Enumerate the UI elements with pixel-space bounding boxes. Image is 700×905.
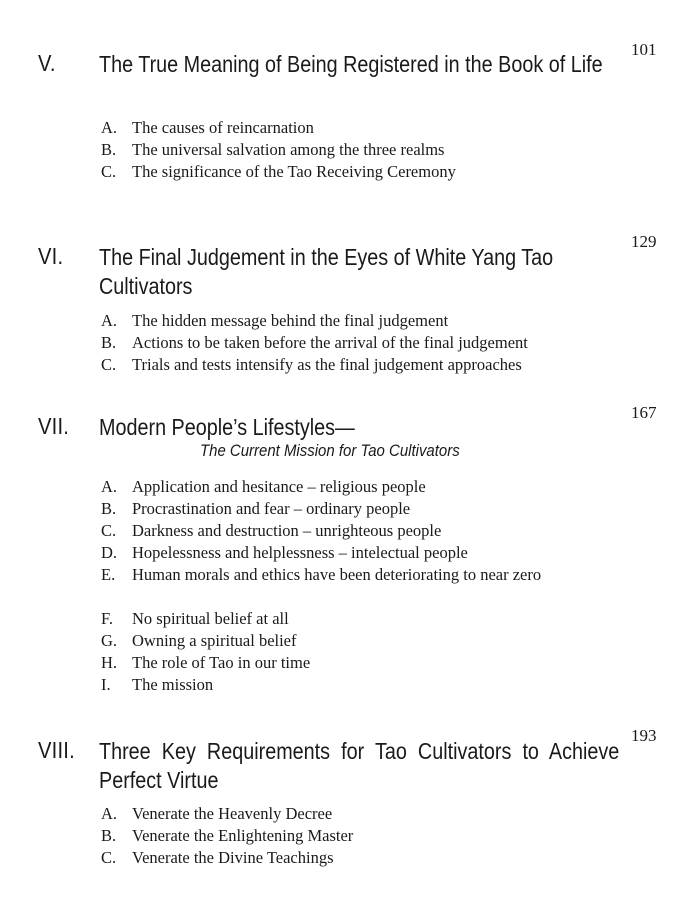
section-item [0,542,700,564]
chapter-numeral: VII. [38,413,70,439]
section-list [0,310,700,376]
chapter-title: The True Meaning of Being Registered in the Book of Life [99,51,603,77]
section-list [0,803,700,869]
chapter-subtitle: The Current Mission for Tao Cultivators [200,441,460,460]
section-letter: B. [101,826,117,845]
section-text: The causes of reincarnation [132,118,314,137]
section-text: Trials and tests intensify as the final judgement approaches [132,355,522,374]
chapter-title: Three Key Requirements for Tao Cultivators to Achieve Perfect Virtue [99,738,620,793]
section-item [0,825,700,847]
section-item [0,520,700,542]
chapter-page-number: 101 [631,40,657,59]
section-letter: D. [101,543,118,562]
section-item [0,803,700,825]
section-text: The mission [132,675,214,694]
section-item [0,332,700,354]
section-letter: C. [101,162,117,181]
section-letter: F. [101,609,113,628]
section-text: The universal salvation among the three realms [132,140,445,159]
section-text: Darkness and destruction – unrighteous people [132,521,442,540]
section-item [0,608,700,630]
section-text: Owning a spiritual belief [132,631,297,650]
section-list [0,476,700,696]
chapter-page-number: 167 [631,403,657,422]
section-item [0,117,700,139]
section-item [0,310,700,332]
section-list [0,117,700,183]
section-letter: B. [101,140,117,159]
section-letter: E. [101,565,116,584]
section-item [0,498,700,520]
section-item [0,354,700,376]
section-text: Venerate the Heavenly Decree [132,804,333,823]
section-letter: G. [101,631,118,650]
section-text: Human morals and ethics have been deteriorating to near zero [132,565,542,584]
section-item [0,652,700,674]
chapter-numeral: VIII. [38,737,75,763]
section-item [0,674,700,696]
section-letter: C. [101,355,117,374]
section-letter: A. [101,311,118,330]
section-text: Application and hesitance – religious people [132,477,426,496]
section-letter: B. [101,333,117,352]
section-letter: A. [101,477,118,496]
section-item [0,564,700,608]
chapter-title: The Final Judgement in the Eyes of White Yang Tao Cultivators [99,244,554,299]
chapter-title: Modern People’s Lifestyles— [99,414,355,440]
section-letter: A. [101,118,118,137]
section-item [0,161,700,183]
chapter-page-number: 193 [631,726,657,745]
section-item [0,139,700,161]
section-text: No spiritual belief at all [132,609,289,628]
section-item [0,476,700,498]
section-text: The role of Tao in our time [132,653,311,672]
section-letter: C. [101,521,117,540]
section-letter: I. [101,675,111,694]
section-letter: A. [101,804,118,823]
section-text: The hidden message behind the final judgement [132,311,449,330]
section-item [0,630,700,652]
section-letter: H. [101,653,118,672]
section-letter: C. [101,848,117,867]
section-letter: B. [101,499,117,518]
section-text: Venerate the Divine Teachings [132,848,334,867]
section-text: Hopelessness and helplessness – intelectual people [132,543,468,562]
section-item [0,847,700,869]
section-text: Procrastination and fear – ordinary people [132,499,411,518]
chapter-numeral: VI. [38,243,64,269]
chapter-page-number: 129 [631,232,657,251]
section-text: Venerate the Enlightening Master [132,826,354,845]
section-text: Actions to be taken before the arrival of the final judgement [132,333,528,352]
section-text: The significance of the Tao Receiving Ceremony [132,162,456,181]
chapter-numeral: V. [38,50,56,76]
